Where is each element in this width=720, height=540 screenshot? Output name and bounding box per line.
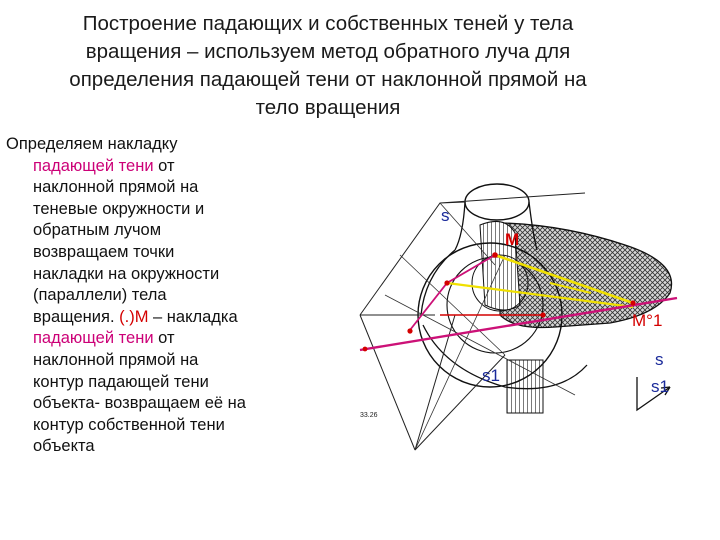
description-fragment: от bbox=[153, 156, 175, 175]
point-m-reference: (.)M bbox=[119, 307, 149, 326]
label-s1-right: s1 bbox=[651, 377, 669, 396]
description-line: наклонной прямой на bbox=[33, 350, 199, 369]
description-line: объекта bbox=[33, 437, 95, 456]
point-m1 bbox=[630, 300, 635, 305]
label-s-right: s bbox=[655, 350, 664, 369]
description-line: теневые окружности и bbox=[33, 199, 205, 218]
point-trace bbox=[363, 347, 368, 352]
slide-title bbox=[8, 10, 648, 122]
label-m1: M°1 bbox=[632, 311, 663, 330]
highlight-text: падающей тени bbox=[33, 156, 154, 175]
title-line-3: определения падающей тени от наклонной прямой на bbox=[69, 68, 587, 91]
point-a bbox=[444, 280, 449, 285]
shadow-construction-drawing bbox=[355, 155, 695, 455]
title-line-1: Построение падающих и собственных теней у тела bbox=[82, 12, 574, 35]
description-line bbox=[6, 156, 316, 178]
lower-shadow-band bbox=[507, 360, 543, 413]
description-line bbox=[6, 307, 316, 329]
description-line: объекта- возвращаем её на bbox=[33, 394, 246, 413]
description-fragment: от bbox=[153, 329, 175, 348]
top-cap-ellipse bbox=[465, 184, 529, 220]
reference-number: 33.26 bbox=[360, 412, 378, 419]
title-line-2: вращения – используем метод обратного луча для bbox=[85, 40, 571, 63]
description-line: контур падающей тени bbox=[33, 372, 209, 391]
description-text bbox=[6, 134, 316, 458]
description-line: контур собственной тени bbox=[33, 415, 225, 434]
label-m: M bbox=[505, 230, 520, 249]
highlight-text: падающей тени bbox=[33, 329, 154, 348]
title-line-4: тело вращения bbox=[255, 96, 401, 119]
description-line: наклонной прямой на bbox=[33, 178, 199, 197]
point-m bbox=[492, 252, 498, 258]
description-line: накладки на окружности bbox=[33, 264, 220, 283]
label-s1-mid: s1 bbox=[482, 366, 500, 385]
description-line: обратным лучом bbox=[33, 221, 162, 240]
description-fragment: – накладка bbox=[148, 307, 238, 326]
description-fragment: вращения. bbox=[33, 307, 120, 326]
description-line: Определяем накладку bbox=[6, 135, 178, 153]
description-line bbox=[6, 328, 316, 350]
label-s-top: s bbox=[441, 206, 450, 225]
description-line: (параллели) тела bbox=[33, 286, 167, 305]
point-b bbox=[407, 328, 412, 333]
description-line: возвращаем точки bbox=[33, 242, 175, 261]
point-c bbox=[540, 312, 545, 317]
